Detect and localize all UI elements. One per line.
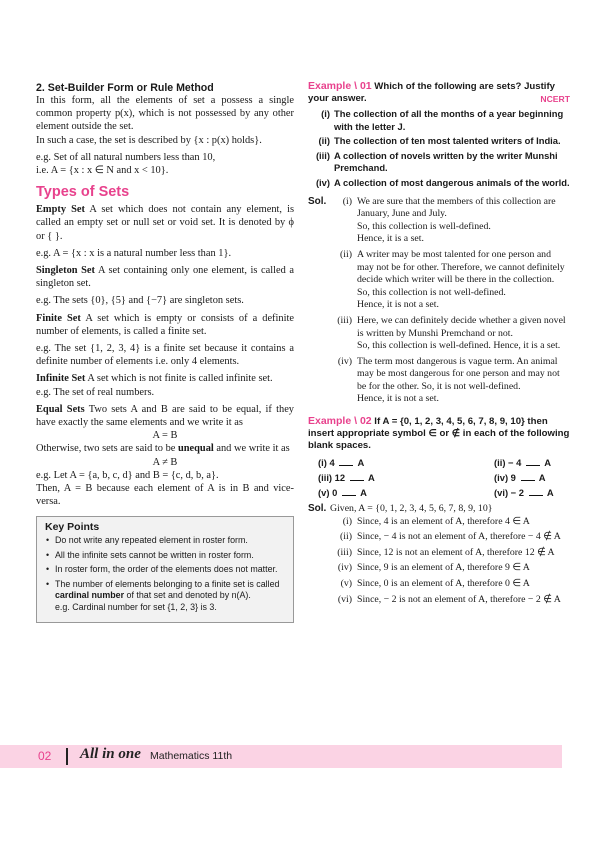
item-number: (iv)	[315, 176, 330, 188]
text: The number of elements belonging to a finite set is called	[55, 578, 280, 589]
list-item	[55, 579, 285, 613]
line: We are sure that the members of this collection are January, June and July.	[357, 195, 556, 220]
line: Hence, it is not a set.	[357, 393, 439, 405]
line: Hence, it is a set.	[357, 233, 424, 245]
solution-item	[330, 516, 570, 529]
item-number: (v)	[340, 578, 352, 590]
sol-label: Sol.	[308, 195, 327, 207]
example: e.g. Let A = {a, b, c, d} and B = {c, d, b, a}.	[36, 469, 219, 481]
solution-intro: Given, A = {0, 1, 2, 3, 4, 5, 6, 7, 8, 9, 10}	[330, 503, 493, 515]
text: and we write it as	[213, 443, 290, 455]
types-of-sets-heading: Types of Sets	[36, 184, 130, 201]
term: unequal	[177, 443, 214, 455]
term: cardinal number	[55, 590, 125, 601]
item-text: (i) 4	[318, 457, 335, 469]
list-item	[444, 485, 570, 500]
definition-text: A set containing only one element, is called a singleton set.	[36, 265, 294, 290]
solution-item	[330, 594, 570, 607]
example: e.g. The set of real numbers.	[36, 386, 155, 398]
list-item	[444, 470, 570, 485]
question-text: If A = {0, 1, 2, 3, 4, 5, 6, 7, 8, 9, 10} then insert appropriate symbol ∈ or ∉ in each of the following blank spaces.	[308, 416, 570, 452]
example-2-items	[318, 455, 570, 500]
line: So, this collection is not well-defined.	[357, 286, 506, 298]
solution-text: Since, 4 is an element of A, therefore 4 ∈ A	[357, 515, 530, 527]
item-number: (vi)	[337, 593, 352, 605]
unequal-definition	[36, 442, 294, 455]
list-item: • All the infinite sets cannot be written in roster form.	[55, 550, 285, 561]
set-symbol: A	[538, 472, 546, 484]
paragraph: In this form, all the elements of set a possess a single common property p(x), which is not possessed by any other element outside the set.	[36, 95, 294, 133]
list-item	[318, 470, 444, 485]
example: e.g. The set {1, 2, 3, 4} is a finite set because it contains a definite number of elements i.e. only 4 elements.	[36, 343, 294, 368]
sol-label: Sol.	[308, 503, 327, 515]
solution-text	[357, 249, 570, 312]
solution-text	[357, 196, 570, 246]
item-text: A collection of novels written by the writer Munshi Premchand.	[334, 149, 558, 174]
set-symbol: A	[546, 487, 554, 499]
example-label: Example \ 01	[308, 80, 372, 92]
blank	[342, 487, 356, 496]
line: A writer may be most talented for one person and may not be for other. Therefore, we cannot definitely decide which writer will be there in the collection.	[357, 248, 565, 286]
line: Here, we can definitely decide whether a given novel is written by Munshi Premchand or not.	[357, 314, 566, 339]
solution-body	[330, 503, 570, 609]
definition-text: A set which is not finite is called infinite set.	[85, 373, 273, 385]
term: Finite Set	[36, 312, 81, 324]
line: The term most dangerous is vague term. An animal may be most dangerous for one person and may not be for the other. So, it is not well-defined.	[357, 355, 560, 392]
line: Hence, it is not a set.	[357, 299, 439, 311]
solution-item	[330, 562, 570, 575]
example: Then, A = B because each element of A is in B and vice-versa.	[36, 483, 294, 508]
solution-text: Since, 0 is an element of A, therefore 0 ∈ A	[357, 578, 530, 590]
item-text: (iii) 12	[318, 472, 346, 484]
solution-row	[308, 196, 570, 410]
blank	[526, 457, 540, 466]
solution-row	[308, 503, 570, 609]
solution-text	[357, 315, 570, 353]
item-text: (iv) 9	[494, 472, 516, 484]
solution-item	[330, 249, 570, 312]
solution-body	[330, 196, 570, 410]
ncert-tag: NCERT	[540, 94, 570, 104]
solution-text: Since, 12 is not an element of A, therefore 12 ∉ A	[357, 546, 555, 558]
item-number: (iv)	[337, 562, 352, 574]
blank	[529, 487, 543, 496]
list-item	[308, 150, 570, 175]
brand-logo: All in one	[80, 746, 141, 762]
equal-sets-definition	[36, 403, 294, 429]
solution-text: Since, − 4 is not an element of A, therefore − 4 ∉ A	[357, 531, 561, 543]
item-number: (iii)	[337, 546, 352, 558]
blank	[350, 472, 364, 481]
right-column	[308, 80, 570, 609]
solution-item	[330, 356, 570, 406]
item-text: (v) 0	[318, 487, 338, 499]
question-text: Which of the following are sets? Justify your answer.	[308, 81, 555, 104]
singleton-set-definition	[36, 264, 294, 290]
item-text: A collection of most dangerous animals of the world.	[334, 176, 570, 188]
solution-text: Since, − 2 is not an element of A, therefore − 2 ∉ A	[357, 593, 561, 605]
example: e.g. A = {x : x is a natural number less than 1}.	[36, 247, 232, 259]
text: Otherwise, two sets are said to be	[36, 443, 178, 455]
term: Equal Sets	[36, 403, 85, 415]
blank	[339, 457, 353, 466]
key-points-list	[45, 535, 285, 612]
item-text: (vi) − 2	[494, 487, 524, 499]
paragraph: i.e. A = {x : x ∈ N and x < 10}.	[36, 165, 169, 177]
term: Infinite Set	[36, 373, 86, 385]
line: So, this collection is well-defined.	[357, 220, 491, 232]
list-item	[308, 135, 570, 148]
line: So, this collection is well-defined. Hence, it is a set.	[357, 340, 561, 352]
list-item	[318, 485, 444, 500]
empty-set-definition	[36, 203, 294, 243]
formula: A ≠ B	[152, 456, 178, 468]
item-number: (i)	[321, 108, 330, 119]
key-points-box	[36, 516, 294, 622]
definition-text: A set which is empty or consists of a definite number of elements, is called a finite set.	[36, 312, 294, 337]
example-label: Example \ 02	[308, 415, 372, 428]
page-number: 02	[38, 749, 52, 763]
book-title: Mathematics 11th	[150, 750, 233, 762]
paragraph: In such a case, the set is described by {x : p(x) holds}.	[36, 134, 262, 146]
set-symbol: A	[367, 472, 375, 484]
example: e.g. The sets {0}, {5} and {−7} are singleton sets.	[36, 295, 244, 307]
infinite-set-definition	[36, 372, 294, 385]
item-number: (ii)	[340, 531, 352, 543]
item-number: (i)	[342, 195, 352, 207]
finite-set-definition	[36, 312, 294, 338]
set-symbol: A	[357, 457, 365, 469]
definition-text: Two sets A and B are said to be equal, if they have exactly the same elements and we write it as	[36, 403, 294, 429]
solution-text	[357, 356, 570, 406]
list-item	[318, 455, 444, 470]
example-1-items	[308, 108, 570, 190]
item-number: (i)	[342, 515, 352, 527]
term: Singleton Set	[36, 265, 95, 277]
set-symbol: A	[360, 487, 367, 499]
solution-item	[330, 315, 570, 353]
example-2-solution	[308, 503, 570, 609]
item-number: (iv)	[337, 355, 352, 367]
list-item	[308, 177, 570, 190]
list-item	[308, 108, 570, 133]
formula: A = B	[152, 430, 178, 442]
example-1-solution	[308, 196, 570, 410]
item-number: (iii)	[315, 149, 330, 161]
solution-item	[330, 196, 570, 246]
left-column	[36, 80, 294, 623]
key-points-title: Key Points	[45, 521, 100, 534]
item-number: (iii)	[337, 314, 352, 326]
item-text: (ii) − 4	[494, 457, 522, 469]
set-symbol: A	[544, 457, 552, 469]
footer-divider	[66, 748, 68, 765]
example-2-question	[308, 415, 570, 452]
solution-item	[330, 531, 570, 544]
definition-text: A set which does not contain any element, is called an empty set or null set or void set. It is denoted by ϕ or { }.	[36, 204, 294, 242]
solution-item	[330, 547, 570, 560]
solution-item	[330, 578, 570, 591]
blank	[521, 472, 535, 481]
item-text: The collection of all the months of a year beginning with the letter J.	[334, 108, 564, 132]
solution-text: Since, 9 is an element of A, therefore 9 ∈ A	[357, 562, 530, 574]
page-footer	[0, 745, 562, 768]
paragraph: e.g. Set of all natural numbers less than 10,	[36, 151, 216, 163]
text: of that set and denoted by n(A).	[124, 590, 251, 601]
list-item: • In roster form, the order of the elements does not matter.	[55, 564, 285, 575]
example: e.g. Cardinal number for set {1, 2, 3} is 3.	[55, 601, 217, 612]
item-text: The collection of ten most talented writers of India.	[334, 135, 561, 147]
item-number: (ii)	[318, 135, 330, 147]
term: Empty Set	[36, 204, 85, 216]
example-1-question	[308, 80, 570, 105]
item-number: (ii)	[340, 248, 352, 260]
list-item: • Do not write any repeated element in roster form.	[55, 535, 285, 546]
list-item	[444, 455, 570, 470]
set-builder-heading: 2. Set-Builder Form or Rule Method	[36, 82, 214, 94]
